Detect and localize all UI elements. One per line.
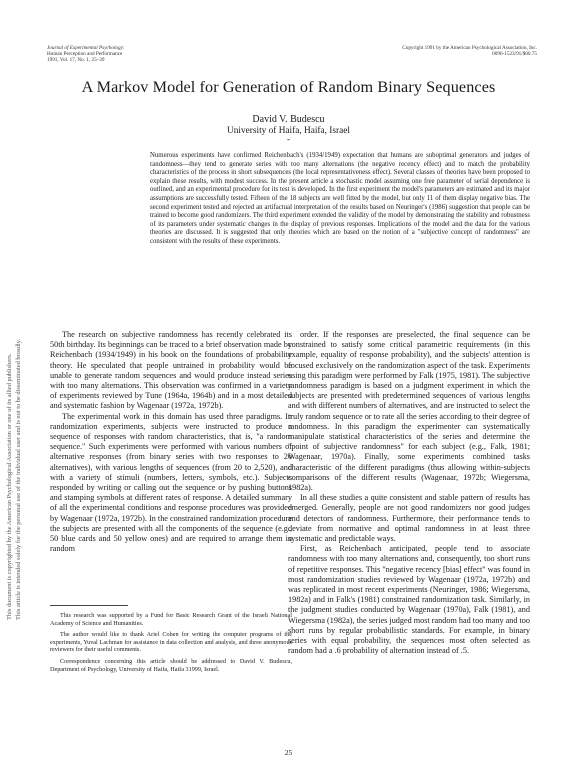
issn-line: 0096-1523/91/$00.75 bbox=[492, 51, 537, 58]
title-separator: - bbox=[287, 134, 290, 144]
copyright-header bbox=[402, 45, 537, 57]
page-number: 25 bbox=[284, 748, 293, 757]
side-copyright-notice bbox=[0, 180, 26, 620]
body-paragraph: order. If the responses are preselected, the final sequence can be constrained to satisfy some critical parametric requirements (in this example, equality of response probability), and the subjects' attention is focused exclusively on the randomization aspect of the task. Experiments using this paradigm were performed by Falk (1975, 1981). The subjective randomness paradigm is based on a judgment experiment in which the subjects are presented with predetermined sequences of various lengths and with different numbers of alternatives, and are instructed to select the truly random sequence or to rate all the series according to their degree of randomness. In this paradigm the experimenter can systematically manipulate statistical characteristics of the series and determine the "point of subjective randomness" for each subject (e.g., Falk, 1981; Wagenaar, 1970a). Finally, some experiments combined tasks characteristic of the different paradigms (thus allowing within-subjects comparisons of the different results (Wagenaar, 1972b; Wiegersma, 1982a). bbox=[288, 330, 530, 493]
journal-name: Journal of Experimental Psychology: bbox=[47, 45, 125, 51]
article-title: A Markov Model for Generation of Random Binary Sequences bbox=[81, 78, 496, 96]
footnote-rule bbox=[50, 605, 128, 606]
footnote-acknowledgments: The author would like to thank Ariel Cohen for writing the computer programs of the experiments, Yuval Lachman for assistance in data collection and analysis, and three anonymous reviewers for their useful comments. bbox=[50, 631, 292, 654]
body-paragraph: The experimental work in this domain has used three paradigms. In randomization experiments, subjects were instructed to produce a sequence of responses with random characteristics, that is, "a random sequence." Such experiments were performed with various numbers of alternative responses (from binary series with two responses to 26 alternatives), with various lengths of sequences (from 20 to 2,520), and with a variety of stimuli (numbers, letters, symbols, etc.). Subjects responded by writing or calling out the sequence or by pushing buttons and stamping symbols at different rates of response. A detailed summary of all the experimental conditions and response procedures was provided by Wagenaar (1972a, 1972b). In the constrained randomization procedure the subjects are presented with all the components of the sequence (e.g., 50 blue cards and 50 yellow ones) and are required to arrange them in random bbox=[50, 411, 292, 554]
body-paragraph: First, as Reichenbach anticipated, people tend to associate randomness with too many alternations and, consequently, too short runs of repetitive responses. This "negative recency [bias] effect" was found in most randomization studies reviewed by Wagenaar (1972a, 1972b) and was replicated in most recent experiments (Neuringer, 1986; Wiegersma, 1982a) and in Falk's (1981) constrained randomization task. Similarly, in the judgment studies conducted by Wagenaar (1970a), Falk (1981), and Wiegersma (1982a), the series judged most random had too many and too short runs by regular probabilistic standards. For example, in binary series with equal probability, the sequences most often selected as random had a .6 probability of alternation instead of .5. bbox=[288, 544, 530, 656]
author-affiliation: University of Haifa, Haifa, Israel bbox=[227, 126, 350, 136]
body-column-right bbox=[288, 330, 530, 657]
side-notice-line-2: This article is intended solely for the personal use of the individual user and is not to be disseminated broadly. bbox=[15, 338, 22, 620]
body-paragraph: The research on subjective randomness has recently celebrated its 50th birthday. Its beginnings can be traced to a brief observation made by Reichenbach (1934/1949) in his book on the foundations of probability theory. He speculated that people untrained in probability would be unable to generate random sequences and would produce instead series with too many alternations. This observation was confirmed in a variety of experiments reviewed by Tune (1964a, 1964b) and in a most detailed and systematic fashion by Wagenaar (1972a, 1972b). bbox=[50, 330, 292, 411]
body-column-left bbox=[50, 330, 292, 554]
footnote-correspondence: Correspondence concerning this article should be addressed to David V. Budescu, Department of Psychology, University of Haifa, Haifa 31999, Israel. bbox=[50, 657, 292, 673]
author-name: David V. Budescu bbox=[252, 114, 325, 125]
footnotes bbox=[50, 612, 292, 677]
journal-volume: 1991, Vol. 17, No. 1, 25–39 bbox=[47, 57, 105, 64]
side-notice-line-1: This document is copyrighted by the American Psychological Association or one of its allied publishers. bbox=[6, 353, 13, 620]
footnote-funding: This research was supported by a Fund for Basic Research Grant of the Israeli National Academy of Science and Humanities. bbox=[50, 612, 292, 627]
copyright-line: Copyright 1991 by the American Psychological Association, Inc. bbox=[402, 45, 537, 51]
journal-header bbox=[47, 45, 125, 64]
abstract: Numerous experiments have confirmed Reichenbach's (1934/1949) expectation that humans are suboptimal generators and judges of randomness—they tend to generate series with too many alternations (the negative recency effect) and to match the probability characteristics of the process in short subsequences (the local representativeness effect). Several classes of theories have been proposed to explain these results, with modest success. In the present article a stochastic model assuming one free parameter of serial dependence is outlined, and an experimental procedure for its test is developed. In the first experiment the model's parameters are estimated and its major assumptions are successfully tested. Fifteen of the 18 subjects are well fitted by the model, but only 11 of them display negative bias. The second experiment tested and rejected an artifactual interpretation of the results based on Neuringer's (1986) suggestion that people can be trained to become good randomizers. The third experiment extended the validity of the model by demonstrating the stability and robustness of its parameters under systematic changes in the display of previous responses. Implications of the model and the data for the various theories are discussed. It is suggested that only theories which are based on the notion of a "subjective concept of randomness" are consistent with the results of these experiments. bbox=[150, 152, 530, 245]
body-paragraph: In all these studies a quite consistent and stable pattern of results has emerged. Generally, people are not good randomizers nor good judges and detectors of randomness. Furthermore, their performance tends to deviate from normative and optimal randomness in at least three systematic and predictable ways. bbox=[288, 493, 530, 544]
journal-subtitle: Human Perception and Performance bbox=[47, 51, 123, 58]
